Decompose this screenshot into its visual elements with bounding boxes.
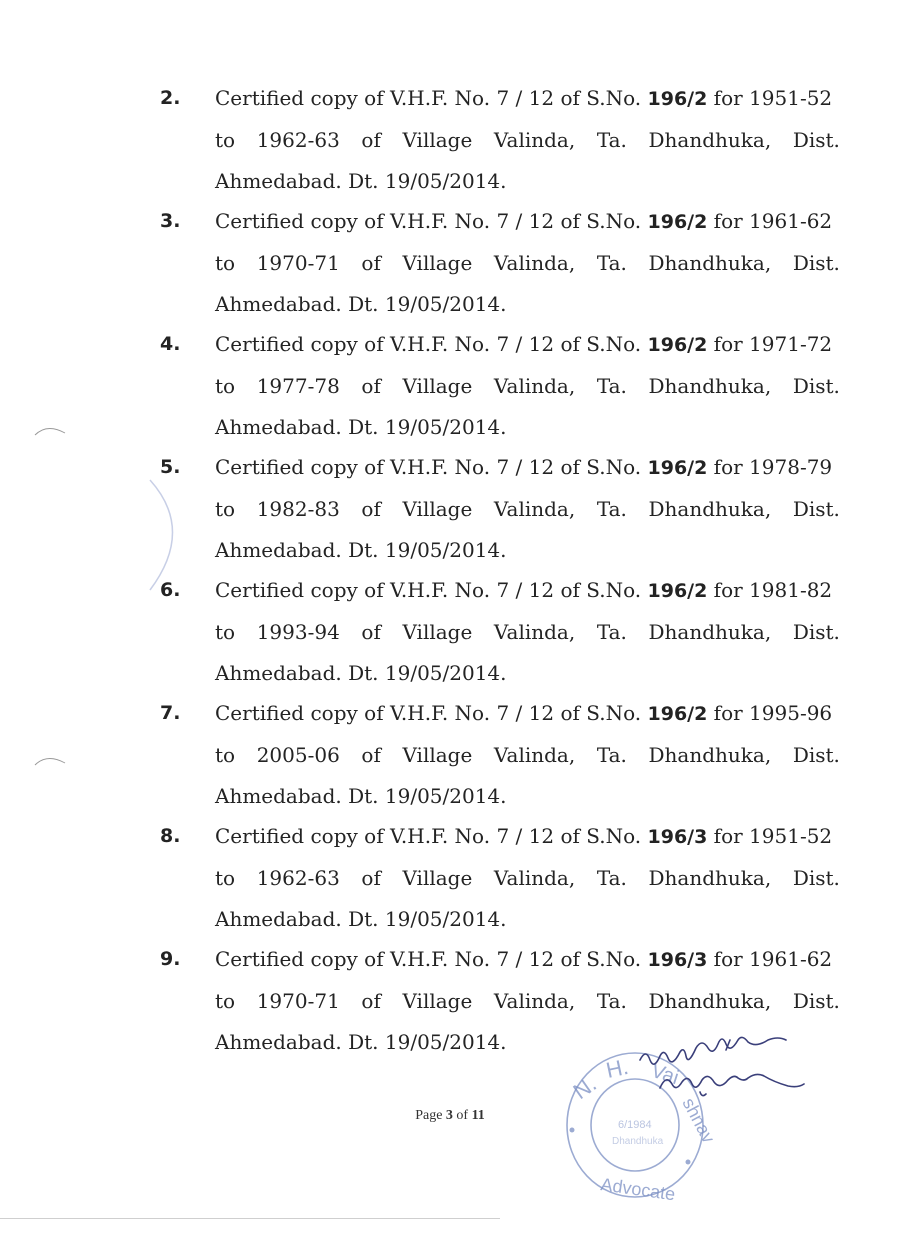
- item-line: Ahmedabad. Dt. 19/05/2014.: [215, 292, 507, 316]
- item-number: 3.: [160, 210, 181, 232]
- item-word: Valinda,: [493, 128, 576, 152]
- item-word: 1970-71: [256, 251, 340, 275]
- item-word: Valinda,: [493, 989, 576, 1013]
- item-line: Ahmedabad. Dt. 19/05/2014.: [215, 169, 507, 193]
- item-line: [215, 858, 840, 899]
- item-word: Dhandhuka,: [648, 497, 772, 521]
- item-text: [215, 324, 840, 448]
- item-text: [215, 570, 840, 694]
- item-word: Ta.: [596, 866, 627, 890]
- item-text: [215, 447, 840, 571]
- item-line: Ahmedabad. Dt. 19/05/2014.: [215, 907, 507, 931]
- item-word: to: [215, 374, 236, 398]
- survey-number: 196/2: [647, 580, 708, 602]
- item-number: 6.: [160, 579, 181, 601]
- svg-text:Vai: Vai: [648, 1059, 682, 1090]
- item-word: Dhandhuka,: [648, 743, 772, 767]
- item-word: Valinda,: [493, 620, 576, 644]
- item-prefix: Certified copy of V.H.F. No. 7 / 12 of S.No.: [215, 824, 648, 848]
- item-word: of: [361, 128, 381, 152]
- item-word: 1970-71: [256, 989, 340, 1013]
- item-word: Dhandhuka,: [648, 620, 772, 644]
- item-word: Ta.: [596, 374, 627, 398]
- item-word: Valinda,: [493, 497, 576, 521]
- survey-number: 196/3: [647, 949, 708, 971]
- item-prefix: Certified copy of V.H.F. No. 7 / 12 of S.No.: [215, 86, 648, 110]
- item-prefix: Certified copy of V.H.F. No. 7 / 12 of S.No.: [215, 209, 648, 233]
- svg-text:Advocate: Advocate: [599, 1174, 677, 1205]
- item-suffix: for 1951-52: [707, 824, 833, 848]
- item-line: [215, 78, 840, 120]
- item-word: Ta.: [596, 989, 627, 1013]
- page-footer: Page 3 of 11: [415, 1108, 485, 1123]
- item-word: Village: [402, 128, 473, 152]
- item-text: [215, 816, 840, 940]
- item-word: Dist.: [792, 743, 840, 767]
- item-text: [215, 693, 840, 817]
- item-word: Dhandhuka,: [648, 128, 772, 152]
- item-word: Dist.: [792, 128, 840, 152]
- scan-mark: [140, 470, 200, 600]
- survey-number: 196/3: [647, 826, 708, 848]
- item-word: Valinda,: [493, 743, 576, 767]
- item-word: Dhandhuka,: [648, 374, 772, 398]
- item-suffix: for 1961-62: [707, 209, 833, 233]
- item-word: Ta.: [596, 497, 627, 521]
- item-line: [215, 366, 840, 407]
- item-word: 1962-63: [256, 128, 340, 152]
- item-line: [215, 735, 840, 776]
- item-line: [215, 612, 840, 653]
- item-word: Dist.: [792, 989, 840, 1013]
- item-word: Village: [402, 251, 473, 275]
- item-line: [215, 243, 840, 284]
- item-word: Ta.: [596, 251, 627, 275]
- item-word: Village: [402, 374, 473, 398]
- item-prefix: Certified copy of V.H.F. No. 7 / 12 of S.No.: [215, 947, 648, 971]
- item-word: Ta.: [596, 743, 627, 767]
- item-word: Dhandhuka,: [648, 866, 772, 890]
- survey-number: 196/2: [647, 211, 708, 233]
- item-word: to: [215, 497, 236, 521]
- item-line: [215, 981, 840, 1022]
- svg-text:shnav: shnav: [678, 1094, 719, 1147]
- item-word: Ta.: [596, 128, 627, 152]
- item-word: to: [215, 743, 236, 767]
- item-word: of: [361, 497, 381, 521]
- item-line: [215, 693, 840, 735]
- survey-number: 196/2: [647, 334, 708, 356]
- item-line: [215, 570, 840, 612]
- item-word: of: [361, 866, 381, 890]
- item-text: [215, 78, 840, 202]
- item-line: [215, 939, 840, 981]
- page-total: 11: [471, 1108, 485, 1123]
- item-word: Village: [402, 743, 473, 767]
- item-prefix: Certified copy of V.H.F. No. 7 / 12 of S.No.: [215, 578, 648, 602]
- item-word: of: [361, 743, 381, 767]
- item-word: 2005-06: [256, 743, 340, 767]
- item-word: 1993-94: [256, 620, 340, 644]
- survey-number: 196/2: [647, 703, 708, 725]
- item-word: of: [361, 251, 381, 275]
- item-word: Village: [402, 866, 473, 890]
- item-word: Valinda,: [493, 251, 576, 275]
- item-line: [215, 324, 840, 366]
- item-suffix: for 1961-62: [707, 947, 833, 971]
- item-word: Dhandhuka,: [648, 251, 772, 275]
- page-current: 3: [445, 1108, 453, 1123]
- survey-number: 196/2: [647, 88, 708, 110]
- item-word: Village: [402, 497, 473, 521]
- item-line: [215, 447, 840, 489]
- item-line: Ahmedabad. Dt. 19/05/2014.: [215, 538, 507, 562]
- item-prefix: Certified copy of V.H.F. No. 7 / 12 of S.No.: [215, 455, 648, 479]
- item-word: Village: [402, 989, 473, 1013]
- item-line: Ahmedabad. Dt. 19/05/2014.: [215, 784, 507, 808]
- scan-edge-line: [0, 1218, 500, 1219]
- item-word: Valinda,: [493, 866, 576, 890]
- item-word: Dhandhuka,: [648, 989, 772, 1013]
- item-word: of: [361, 989, 381, 1013]
- item-prefix: Certified copy of V.H.F. No. 7 / 12 of S.No.: [215, 701, 648, 725]
- item-word: to: [215, 128, 236, 152]
- item-suffix: for 1951-52: [707, 86, 833, 110]
- item-word: 1982-83: [256, 497, 340, 521]
- item-word: Valinda,: [493, 374, 576, 398]
- item-line: [215, 201, 840, 243]
- item-word: to: [215, 620, 236, 644]
- item-number: 8.: [160, 825, 181, 847]
- svg-text:Dhandhuka: Dhandhuka: [612, 1136, 664, 1147]
- item-word: Dist.: [792, 866, 840, 890]
- svg-text:6/1984: 6/1984: [618, 1119, 652, 1131]
- item-text: [215, 201, 840, 325]
- item-word: to: [215, 866, 236, 890]
- item-suffix: for 1995-96: [707, 701, 833, 725]
- item-number: 9.: [160, 948, 181, 970]
- scan-mark: [30, 750, 70, 770]
- item-word: 1977-78: [256, 374, 340, 398]
- item-word: to: [215, 989, 236, 1013]
- survey-number: 196/2: [647, 457, 708, 479]
- item-suffix: for 1978-79: [707, 455, 833, 479]
- item-number: 4.: [160, 333, 181, 355]
- item-suffix: for 1981-82: [707, 578, 833, 602]
- item-word: Village: [402, 620, 473, 644]
- item-line: [215, 489, 840, 530]
- item-number: 5.: [160, 456, 181, 478]
- item-word: Ta.: [596, 620, 627, 644]
- item-word: Dist.: [792, 620, 840, 644]
- item-line: Ahmedabad. Dt. 19/05/2014.: [215, 661, 507, 685]
- item-line: [215, 816, 840, 858]
- item-word: of: [361, 374, 381, 398]
- item-line: [215, 120, 840, 161]
- item-word: Dist.: [792, 251, 840, 275]
- item-suffix: for 1971-72: [707, 332, 833, 356]
- item-number: 2.: [160, 87, 181, 109]
- item-word: Dist.: [792, 374, 840, 398]
- svg-text:H.: H.: [603, 1053, 631, 1083]
- item-word: to: [215, 251, 236, 275]
- item-line: Ahmedabad. Dt. 19/05/2014.: [215, 1030, 507, 1054]
- signature: [630, 1030, 870, 1110]
- item-word: Dist.: [792, 497, 840, 521]
- svg-text:N.: N.: [568, 1070, 601, 1105]
- item-word: of: [361, 620, 381, 644]
- scan-mark: [30, 420, 70, 440]
- item-prefix: Certified copy of V.H.F. No. 7 / 12 of S.No.: [215, 332, 648, 356]
- item-number: 7.: [160, 702, 181, 724]
- item-word: 1962-63: [256, 866, 340, 890]
- item-line: Ahmedabad. Dt. 19/05/2014.: [215, 415, 507, 439]
